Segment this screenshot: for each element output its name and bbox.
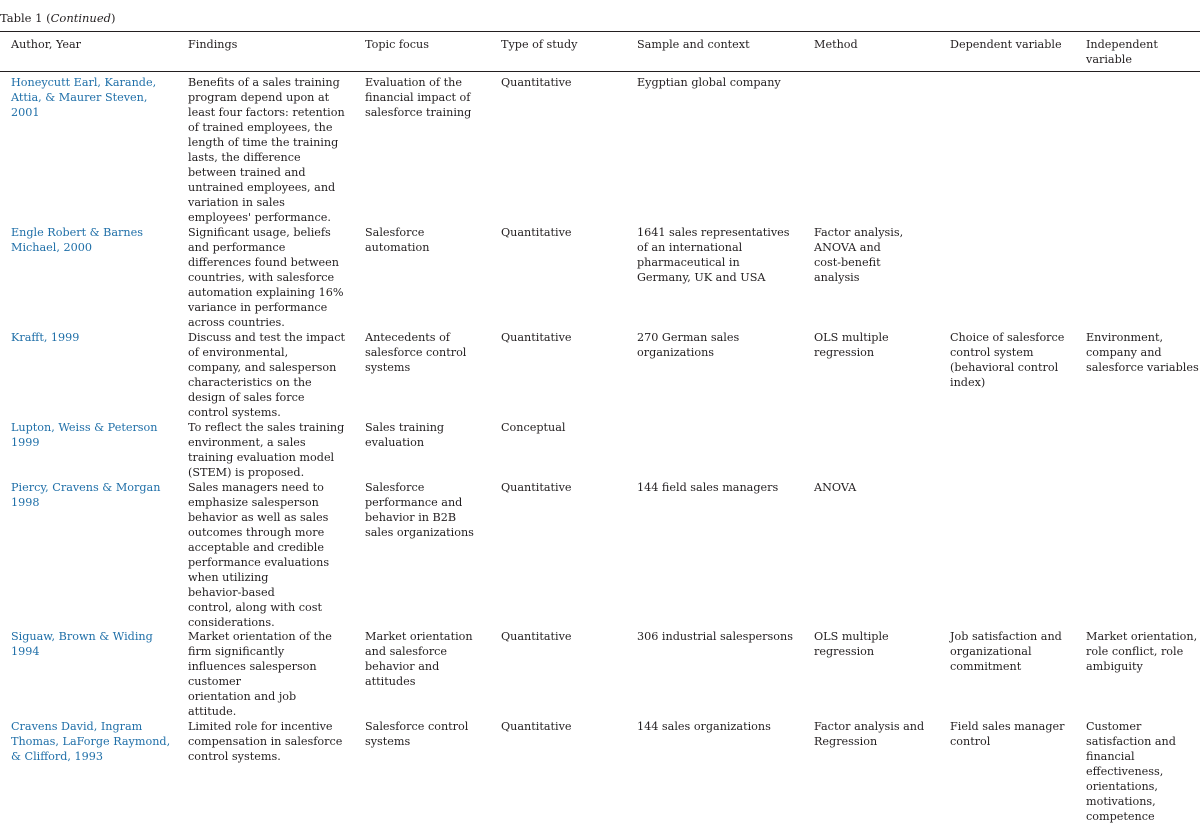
table-row	[0, 629, 1200, 719]
sample-context-cell	[637, 629, 797, 644]
author-year-cell-line: 1994	[11, 645, 40, 658]
author-year-cell-line: Krafft, 1999	[11, 331, 80, 344]
sample-context-cell-line: Germany, UK and USA	[637, 271, 766, 284]
table-row	[0, 75, 1200, 225]
dependent-variable-cell-line: control system	[950, 346, 1034, 359]
sample-context-cell-line: organizations	[637, 346, 715, 359]
independent-variable-cell-line: role conflict, role	[1086, 645, 1184, 658]
type-of-study-cell-line: Quantitative	[501, 720, 572, 733]
findings-cell-line: compensation in salesforce	[188, 735, 343, 748]
author-year-cell-line: Attia, & Maurer Steven,	[11, 91, 148, 104]
sample-context-cell-line: of an international	[637, 241, 743, 254]
table-caption-continued: Continued	[50, 11, 112, 25]
type-of-study-cell	[501, 420, 613, 435]
topic-focus-cell-line: Salesforce	[365, 481, 425, 494]
findings-cell-line: control systems.	[188, 750, 281, 763]
header-independent-variable-line-2: variable	[1086, 53, 1132, 66]
findings-cell-line: employees' performance.	[188, 211, 331, 224]
topic-focus-cell	[365, 629, 483, 689]
findings-cell-line: To reflect the sales training	[188, 421, 345, 434]
independent-variable-cell-line: ambiguity	[1086, 660, 1143, 673]
topic-focus-cell	[365, 75, 483, 120]
topic-focus-cell-line: Evaluation of the	[365, 76, 462, 89]
header-dependent-variable	[950, 37, 1068, 52]
topic-focus-cell-line: systems	[365, 361, 411, 374]
findings-cell	[188, 480, 350, 630]
dependent-variable-cell-line: Field sales manager	[950, 720, 1065, 733]
findings-cell-line: Significant usage, beliefs	[188, 226, 331, 239]
type-of-study-cell-line: Quantitative	[501, 76, 572, 89]
findings-cell-line: behavior as well as sales	[188, 511, 329, 524]
findings-cell-line: differences found between	[188, 256, 339, 269]
findings-cell-line: least four factors: retention	[188, 106, 345, 119]
method-cell	[814, 480, 932, 495]
findings-cell-line: Sales managers need to	[188, 481, 324, 494]
findings-cell	[188, 225, 350, 330]
sample-context-cell-line: pharmaceutical in	[637, 256, 740, 269]
findings-cell-line: Market orientation of the	[188, 630, 332, 643]
findings-cell	[188, 330, 350, 420]
topic-focus-cell-line: financial impact of	[365, 91, 471, 104]
topic-focus-cell	[365, 719, 483, 749]
table-row	[0, 225, 1200, 330]
author-year-cell-line: Thomas, LaForge Raymond,	[11, 735, 171, 748]
independent-variable-cell-line: competence	[1086, 810, 1155, 823]
topic-focus-cell-line: Salesforce	[365, 226, 425, 239]
type-of-study-cell	[501, 75, 613, 90]
topic-focus-cell	[365, 420, 483, 450]
type-of-study-cell-line: Conceptual	[501, 421, 566, 434]
sample-context-cell	[637, 75, 797, 90]
topic-focus-cell-line: behavior in B2B	[365, 511, 457, 524]
findings-cell-line: of environmental,	[188, 346, 289, 359]
type-of-study-cell	[501, 225, 613, 240]
independent-variable-cell-line: salesforce variables	[1086, 361, 1199, 374]
independent-variable-cell-line: company and	[1086, 346, 1162, 359]
findings-cell-line: (STEM) is proposed.	[188, 466, 305, 479]
topic-focus-cell-line: sales organizations	[365, 526, 474, 539]
dependent-variable-cell	[950, 719, 1068, 749]
table-caption-close: )	[111, 11, 116, 25]
table-row	[0, 480, 1200, 629]
method-cell	[814, 629, 932, 659]
method-cell-line: analysis	[814, 271, 860, 284]
sample-context-cell-line: 306 industrial salespersons	[637, 630, 793, 643]
findings-cell-line: customer	[188, 675, 242, 688]
independent-variable-cell	[1086, 719, 1198, 824]
author-year-cell[interactable]	[11, 330, 171, 345]
sample-context-cell	[637, 480, 797, 495]
findings-cell-line: Limited role for incentive	[188, 720, 333, 733]
method-cell-line: OLS multiple	[814, 331, 889, 344]
author-year-cell[interactable]	[11, 75, 171, 120]
independent-variable-cell-line: motivations,	[1086, 795, 1156, 808]
findings-cell-line: Discuss and test the impact	[188, 331, 345, 344]
findings-cell-line: between trained and	[188, 166, 306, 179]
author-year-cell[interactable]	[11, 629, 171, 659]
author-year-cell-line: 1998	[11, 496, 40, 509]
findings-cell-line: characteristics on the	[188, 376, 312, 389]
findings-cell-line: when utilizing	[188, 571, 269, 584]
author-year-cell[interactable]	[11, 719, 171, 764]
author-year-cell[interactable]	[11, 420, 171, 450]
author-year-cell-line: Engle Robert & Barnes	[11, 226, 143, 239]
topic-focus-cell-line: performance and	[365, 496, 463, 509]
dependent-variable-cell-line: (behavioral control	[950, 361, 1059, 374]
sample-context-cell-line: 1641 sales representatives	[637, 226, 790, 239]
table-header-rule	[0, 71, 1200, 72]
independent-variable-cell	[1086, 330, 1198, 375]
author-year-cell[interactable]	[11, 480, 171, 510]
findings-cell-line: and performance	[188, 241, 286, 254]
table-body	[0, 75, 1200, 829]
topic-focus-cell-line: Market orientation	[365, 630, 473, 643]
sample-context-cell-line: 144 sales organizations	[637, 720, 771, 733]
author-year-cell-line: & Clifford, 1993	[11, 750, 104, 763]
topic-focus-cell	[365, 330, 483, 375]
findings-cell-line: firm significantly	[188, 645, 285, 658]
findings-cell-line: Benefits of a sales training	[188, 76, 340, 89]
header-type-of-study	[501, 37, 613, 52]
findings-cell-line: company, and salesperson	[188, 361, 337, 374]
method-cell-line: regression	[814, 645, 875, 658]
header-sample-context	[637, 37, 797, 52]
method-cell-line: ANOVA and	[814, 241, 881, 254]
findings-cell-line: influences salesperson	[188, 660, 317, 673]
findings-cell-line: untrained employees, and	[188, 181, 336, 194]
method-cell-line: Factor analysis and	[814, 720, 925, 733]
independent-variable-cell-line: financial	[1086, 750, 1135, 763]
type-of-study-cell	[501, 719, 613, 734]
dependent-variable-cell	[950, 629, 1068, 674]
sample-context-cell-line: 144 field sales managers	[637, 481, 779, 494]
independent-variable-cell-line: effectiveness,	[1086, 765, 1164, 778]
findings-cell-line: control, along with cost	[188, 601, 323, 614]
header-method	[814, 37, 932, 52]
method-cell-line: Regression	[814, 735, 878, 748]
method-cell-line: cost-benefit	[814, 256, 881, 269]
topic-focus-cell-line: evaluation	[365, 436, 425, 449]
sample-context-cell	[637, 225, 797, 285]
header-findings-text: Findings	[188, 38, 238, 51]
type-of-study-cell	[501, 629, 613, 644]
findings-cell	[188, 75, 350, 225]
method-cell-line: OLS multiple	[814, 630, 889, 643]
table-row	[0, 719, 1200, 829]
topic-focus-cell	[365, 225, 483, 255]
findings-cell-line: control systems.	[188, 406, 281, 419]
findings-cell-line: across countries.	[188, 316, 285, 329]
findings-cell-line: countries, with salesforce	[188, 271, 335, 284]
findings-cell-line: variance in performance	[188, 301, 328, 314]
findings-cell-line: length of time the training	[188, 136, 339, 149]
findings-cell-line: program depend upon at	[188, 91, 330, 104]
findings-cell-line: behavior-based	[188, 586, 275, 599]
method-cell-line: Factor analysis,	[814, 226, 904, 239]
author-year-cell-line: Siguaw, Brown & Widing	[11, 630, 153, 643]
independent-variable-cell	[1086, 629, 1198, 674]
table-header-row	[0, 37, 1200, 71]
type-of-study-cell	[501, 330, 613, 345]
findings-cell-line: of trained employees, the	[188, 121, 333, 134]
independent-variable-cell-line: orientations,	[1086, 780, 1158, 793]
topic-focus-cell-line: attitudes	[365, 675, 416, 688]
findings-cell-line: emphasize salesperson	[188, 496, 319, 509]
findings-cell-line: performance evaluations	[188, 556, 330, 569]
author-year-cell-line: Honeycutt Earl, Karande,	[11, 76, 157, 89]
findings-cell-line: training evaluation model	[188, 451, 335, 464]
author-year-cell[interactable]	[11, 225, 171, 255]
topic-focus-cell-line: Antecedents of	[365, 331, 450, 344]
findings-cell-line: environment, a sales	[188, 436, 306, 449]
topic-focus-cell-line: Salesforce control	[365, 720, 469, 733]
independent-variable-cell-line: Market orientation,	[1086, 630, 1198, 643]
type-of-study-cell	[501, 480, 613, 495]
header-dependent-variable-text: Dependent variable	[950, 38, 1062, 51]
findings-cell-line: lasts, the difference	[188, 151, 301, 164]
dependent-variable-cell-line: organizational	[950, 645, 1032, 658]
header-topic-focus-text: Topic focus	[365, 38, 429, 51]
findings-cell-line: orientation and job	[188, 690, 297, 703]
topic-focus-cell-line: salesforce control	[365, 346, 467, 359]
header-findings	[188, 37, 350, 52]
dependent-variable-cell-line: index)	[950, 376, 986, 389]
topic-focus-cell	[365, 480, 483, 540]
topic-focus-cell-line: and salesforce	[365, 645, 448, 658]
method-cell-line: regression	[814, 346, 875, 359]
table-row	[0, 420, 1200, 480]
type-of-study-cell-line: Quantitative	[501, 331, 572, 344]
findings-cell-line: automation explaining 16%	[188, 286, 344, 299]
header-author-year	[11, 37, 171, 52]
author-year-cell-line: 2001	[11, 106, 40, 119]
dependent-variable-cell-line: control	[950, 735, 991, 748]
sample-context-cell-line: 270 German sales	[637, 331, 740, 344]
author-year-cell-line: 1999	[11, 436, 40, 449]
header-type-of-study-text: Type of study	[501, 38, 578, 51]
type-of-study-cell-line: Quantitative	[501, 630, 572, 643]
table-row	[0, 330, 1200, 420]
method-cell	[814, 330, 932, 360]
method-cell	[814, 719, 932, 749]
author-year-cell-line: Lupton, Weiss & Peterson	[11, 421, 158, 434]
header-method-text: Method	[814, 38, 858, 51]
sample-context-cell	[637, 330, 797, 360]
findings-cell	[188, 719, 350, 764]
method-cell	[814, 225, 932, 285]
topic-focus-cell-line: salesforce training	[365, 106, 472, 119]
topic-focus-cell-line: systems	[365, 735, 411, 748]
dependent-variable-cell-line: Job satisfaction and	[950, 630, 1062, 643]
topic-focus-cell-line: automation	[365, 241, 430, 254]
header-author-year-text: Author, Year	[11, 38, 82, 51]
table-caption	[0, 11, 116, 26]
table-top-rule	[0, 31, 1200, 32]
method-cell-line: ANOVA	[814, 481, 857, 494]
dependent-variable-cell	[950, 330, 1068, 390]
topic-focus-cell-line: behavior and	[365, 660, 440, 673]
findings-cell-line: acceptable and credible	[188, 541, 324, 554]
type-of-study-cell-line: Quantitative	[501, 481, 572, 494]
table-caption-label: Table 1 (	[0, 11, 51, 25]
findings-cell-line: attitude.	[188, 705, 237, 718]
independent-variable-cell-line: Environment,	[1086, 331, 1164, 344]
author-year-cell-line: Michael, 2000	[11, 241, 92, 254]
header-topic-focus	[365, 37, 483, 52]
type-of-study-cell-line: Quantitative	[501, 226, 572, 239]
findings-cell	[188, 420, 350, 480]
dependent-variable-cell-line: commitment	[950, 660, 1022, 673]
topic-focus-cell-line: Sales training	[365, 421, 445, 434]
header-independent-variable	[1086, 37, 1198, 67]
findings-cell-line: outcomes through more	[188, 526, 325, 539]
header-sample-context-text: Sample and context	[637, 38, 750, 51]
findings-cell-line: design of sales force	[188, 391, 305, 404]
author-year-cell-line: Cravens David, Ingram	[11, 720, 143, 733]
independent-variable-cell-line: satisfaction and	[1086, 735, 1176, 748]
sample-context-cell	[637, 719, 797, 734]
findings-cell-line: variation in sales	[188, 196, 285, 209]
findings-cell-line: considerations.	[188, 616, 275, 629]
sample-context-cell-line: Eygptian global company	[637, 76, 781, 89]
author-year-cell-line: Piercy, Cravens & Morgan	[11, 481, 161, 494]
dependent-variable-cell-line: Choice of salesforce	[950, 331, 1065, 344]
header-independent-variable-line-1: Independent	[1086, 38, 1158, 51]
findings-cell	[188, 629, 350, 719]
independent-variable-cell-line: Customer	[1086, 720, 1142, 733]
